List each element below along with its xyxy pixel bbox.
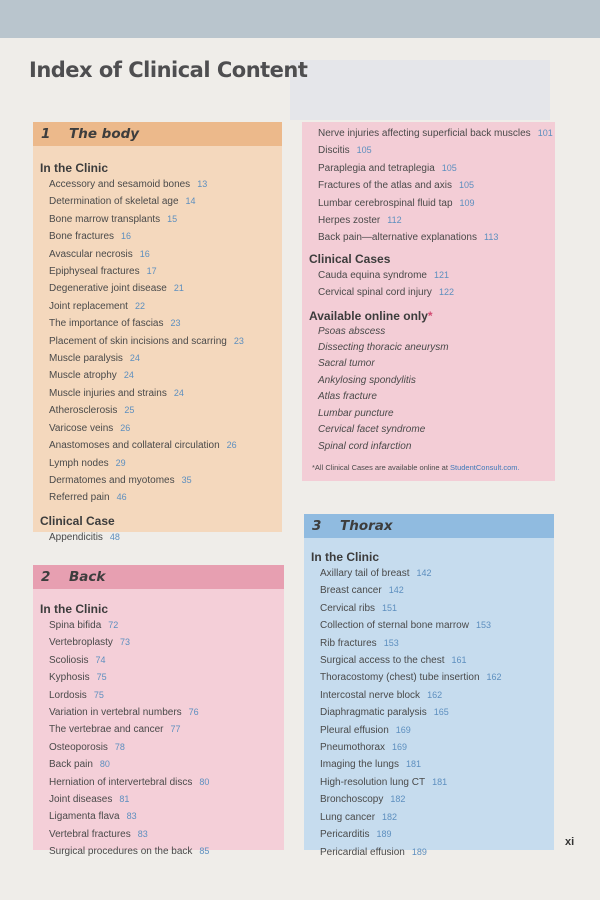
index-entry <box>49 333 282 350</box>
entry-title: Back pain—alternative explanations <box>318 232 477 244</box>
section-title: Thorax <box>340 518 393 534</box>
index-entry <box>320 756 554 773</box>
entry-title: Ligamenta flava <box>49 811 120 823</box>
thorax-item-list <box>304 565 554 861</box>
index-entry <box>318 284 555 301</box>
index-entry <box>318 356 555 372</box>
entry-title: Spinal cord infarction <box>318 440 412 452</box>
page-reference: 24 <box>129 353 140 364</box>
entry-title: Varicose veins <box>49 422 114 434</box>
index-entry <box>318 212 555 229</box>
section-header-thorax <box>304 514 554 538</box>
index-entry <box>49 652 284 669</box>
page-reference: 189 <box>376 829 392 840</box>
index-entry <box>49 669 284 686</box>
entry-title: Cervical ribs <box>320 602 376 614</box>
index-entry <box>320 826 554 843</box>
page-reference: 15 <box>167 213 178 224</box>
page-reference: 17 <box>146 266 157 277</box>
section-header-body <box>33 122 282 146</box>
entry-title: Imaging the lungs <box>320 759 399 771</box>
online-only-label: Available online only <box>309 308 428 323</box>
entry-title: Vertebroplasty <box>49 637 113 649</box>
page-reference: 151 <box>382 602 398 613</box>
index-entry <box>320 722 554 739</box>
page-reference: 182 <box>382 811 398 822</box>
entry-title: Paraplegia and tetraplegia <box>318 162 435 174</box>
page-reference: 112 <box>387 215 402 226</box>
in-clinic-heading: In the Clinic <box>40 602 109 616</box>
index-entry <box>49 843 284 860</box>
index-entry <box>320 635 554 652</box>
index-entry <box>49 193 282 210</box>
index-entry <box>49 455 282 472</box>
index-entry <box>49 315 282 332</box>
page-reference: 26 <box>226 440 237 451</box>
index-entry <box>320 669 554 686</box>
index-entry <box>320 617 554 634</box>
page-reference: 161 <box>451 655 467 666</box>
entry-title: Muscle paralysis <box>49 353 123 365</box>
entry-title: Pericarditis <box>320 829 370 841</box>
page-reference: 24 <box>173 387 184 398</box>
entry-title: Lumbar puncture <box>318 407 394 419</box>
entry-title: Nerve injuries affecting superficial back muscles <box>318 128 531 139</box>
entry-title: Osteoporosis <box>49 741 108 753</box>
page-reference: 24 <box>123 370 134 381</box>
section-header-back <box>33 565 284 589</box>
index-entry <box>320 774 554 791</box>
index-entry <box>49 472 282 489</box>
page-reference: 35 <box>181 474 192 485</box>
page-reference: 121 <box>433 269 449 280</box>
entry-title: Pericardial effusion <box>320 846 405 858</box>
index-entry <box>320 600 554 617</box>
online-only-heading <box>309 308 555 324</box>
page-reference: 169 <box>395 724 411 735</box>
index-entry <box>318 389 555 405</box>
index-entry <box>318 160 555 177</box>
online-only-list <box>302 324 555 455</box>
index-entry <box>320 652 554 669</box>
index-entry <box>318 267 555 284</box>
entry-title: Scoliosis <box>49 654 89 666</box>
entry-title: Kyphosis <box>49 672 90 684</box>
entry-title: Muscle injuries and strains <box>49 387 167 399</box>
body-item-list <box>33 176 282 507</box>
in-clinic-heading: In the Clinic <box>40 161 109 175</box>
page-reference: 16 <box>121 231 132 242</box>
index-entry <box>318 406 555 422</box>
page-reference: 101 <box>537 128 553 138</box>
footnote-text: *All Clinical Cases are available online at <box>312 462 450 472</box>
entry-title: Joint replacement <box>49 300 128 312</box>
entry-title: Anastomoses and collateral circulation <box>49 440 220 452</box>
entry-title: Thoracostomy (chest) tube insertion <box>320 672 480 684</box>
entry-title: Lymph nodes <box>49 457 109 469</box>
index-entry <box>318 373 555 389</box>
page-reference: 80 <box>199 776 210 787</box>
entry-title: Atlas fracture <box>318 391 377 403</box>
entry-title: High-resolution lung CT <box>320 776 426 788</box>
page-reference: 153 <box>383 637 399 648</box>
page-reference: 113 <box>483 232 499 243</box>
index-entry <box>318 422 555 438</box>
index-entry <box>318 324 555 340</box>
page-reference: 162 <box>427 689 443 700</box>
index-entry <box>318 177 555 194</box>
index-entry <box>49 721 284 738</box>
entry-title: Surgical procedures on the back <box>49 846 193 858</box>
page-reference: 83 <box>137 828 148 839</box>
index-entry <box>49 739 284 756</box>
entry-title: Psoas abscess <box>318 325 386 337</box>
index-entry <box>49 176 282 193</box>
entry-title: Breast cancer <box>320 585 382 597</box>
back-item-list <box>33 617 284 861</box>
page-title: Index of Clinical Content <box>29 58 308 82</box>
page-number: xi <box>565 836 575 848</box>
entry-title: Epiphyseal fractures <box>49 266 140 278</box>
entry-title: Lumbar cerebrospinal fluid tap <box>318 197 453 209</box>
page-reference: 105 <box>458 180 474 191</box>
section-back <box>33 565 284 858</box>
index-entry <box>49 704 284 721</box>
page-reference: 169 <box>392 742 408 753</box>
show-through-block <box>290 60 550 120</box>
index-entry <box>318 340 555 356</box>
entry-title: Determination of skeletal age <box>49 196 179 208</box>
index-entry <box>318 229 555 246</box>
index-entry <box>49 826 284 843</box>
footnote <box>312 463 555 472</box>
index-entry <box>49 687 284 704</box>
asterisk: * <box>427 308 433 323</box>
back-case-list <box>302 267 555 302</box>
page-reference: 26 <box>120 422 131 433</box>
back-cont-item-list <box>302 125 555 247</box>
index-entry <box>49 298 282 315</box>
entry-title: Rib fractures <box>320 637 377 649</box>
entry-title: Joint diseases <box>49 794 113 806</box>
page-reference: 78 <box>114 741 125 752</box>
entry-title: Collection of sternal bone marrow <box>320 620 469 632</box>
entry-title: Dissecting thoracic aneurysm <box>318 342 449 354</box>
page-reference: 22 <box>134 300 145 311</box>
entry-title: Cauda equina syndrome <box>318 269 427 281</box>
page-reference: 75 <box>96 672 107 683</box>
entry-title: Cervical spinal cord injury <box>318 287 432 299</box>
entry-title: Bronchoscopy <box>320 794 384 806</box>
body-case-list <box>33 529 282 546</box>
page-reference: 25 <box>124 405 135 416</box>
entry-title: Muscle atrophy <box>49 370 117 382</box>
page-reference: 76 <box>188 707 199 718</box>
page-reference: 72 <box>108 620 119 630</box>
page-reference: 142 <box>416 568 432 578</box>
index-entry <box>49 280 282 297</box>
index-entry <box>318 142 555 159</box>
clinical-cases-heading: Clinical Cases <box>309 251 391 266</box>
page-reference: 75 <box>93 689 104 700</box>
index-entry <box>320 739 554 756</box>
page-reference: 181 <box>432 776 448 787</box>
entry-title: Bone marrow transplants <box>49 213 161 225</box>
top-band <box>0 0 600 38</box>
index-entry <box>49 791 284 808</box>
section-title: Back <box>69 569 106 585</box>
index-entry <box>49 211 282 228</box>
section-body <box>33 122 282 543</box>
page-reference: 23 <box>170 318 181 329</box>
index-entry <box>320 844 554 861</box>
section-number: 2 <box>41 569 51 585</box>
index-entry <box>49 402 282 419</box>
entry-title: Lordosis <box>49 689 87 701</box>
index-entry <box>49 228 282 245</box>
index-entry <box>320 791 554 808</box>
page-reference: 16 <box>139 248 150 259</box>
entry-title: Herniation of intervertebral discs <box>49 776 193 788</box>
section-thorax <box>304 514 554 858</box>
index-entry <box>320 687 554 704</box>
entry-title: Pneumothorax <box>320 742 386 754</box>
section-number: 1 <box>41 126 51 142</box>
entry-title: Ankylosing spondylitis <box>318 374 416 386</box>
entry-title: Accessory and sesamoid bones <box>49 179 191 190</box>
entry-title: Appendicitis <box>49 531 103 543</box>
index-entry <box>318 195 555 212</box>
index-entry <box>49 756 284 773</box>
section-number: 3 <box>312 518 322 534</box>
entry-title: Lung cancer <box>320 811 376 823</box>
index-entry <box>49 263 282 280</box>
entry-title: Bone fractures <box>49 231 115 243</box>
index-entry <box>320 809 554 826</box>
clinical-case-heading: Clinical Case <box>40 513 115 528</box>
in-clinic-heading: In the Clinic <box>311 550 380 564</box>
entry-title: Sacral tumor <box>318 358 375 370</box>
entry-title: Avascular necrosis <box>49 248 133 260</box>
page-reference: 29 <box>115 457 126 468</box>
index-entry <box>49 808 284 825</box>
index-entry <box>320 704 554 721</box>
entry-title: Spina bifida <box>49 620 102 631</box>
entry-title: Referred pain <box>49 492 110 504</box>
index-entry <box>49 367 282 384</box>
index-entry <box>318 439 555 455</box>
entry-title: Variation in vertebral numbers <box>49 707 182 719</box>
entry-title: Degenerative joint disease <box>49 283 167 295</box>
page-reference: 105 <box>356 145 372 156</box>
index-entry <box>318 125 555 142</box>
index-entry <box>49 529 282 546</box>
entry-title: Dermatomes and myotomes <box>49 474 175 486</box>
index-entry <box>49 385 282 402</box>
entry-title: Pleural effusion <box>320 724 389 736</box>
index-entry <box>320 582 554 599</box>
index-entry <box>49 634 284 651</box>
page-reference: 85 <box>199 846 210 857</box>
page-reference: 189 <box>411 846 427 857</box>
page-reference: 21 <box>173 283 184 294</box>
index-entry <box>49 774 284 791</box>
page-reference: 48 <box>109 531 120 542</box>
page-reference: 122 <box>438 287 454 298</box>
entry-title: Discitis <box>318 145 350 157</box>
entry-title: Cervical facet syndrome <box>318 424 426 436</box>
entry-title: Fractures of the atlas and axis <box>318 180 452 192</box>
index-entry <box>49 420 282 437</box>
entry-title: Herpes zoster <box>318 215 381 227</box>
page-reference: 77 <box>170 724 181 735</box>
entry-title: Axillary tail of breast <box>320 568 410 579</box>
page-reference: 105 <box>441 162 457 173</box>
entry-title: Back pain <box>49 759 93 771</box>
studentconsult-link[interactable]: StudentConsult.com. <box>450 462 520 472</box>
page-reference: 165 <box>433 707 449 718</box>
section-title: The body <box>69 126 140 142</box>
page-reference: 74 <box>95 654 106 665</box>
page-reference: 181 <box>405 759 421 770</box>
section-back-continued <box>302 122 555 481</box>
index-entry <box>49 246 282 263</box>
page-reference: 23 <box>233 335 244 346</box>
entry-title: The importance of fascias <box>49 318 164 330</box>
entry-title: Placement of skin incisions and scarring <box>49 335 227 347</box>
page-reference: 162 <box>486 672 502 683</box>
index-entry <box>49 617 284 634</box>
entry-title: Vertebral fractures <box>49 828 131 840</box>
page-reference: 182 <box>390 794 406 805</box>
entry-title: Surgical access to the chest <box>320 655 445 667</box>
index-entry <box>49 489 282 506</box>
entry-title: Intercostal nerve block <box>320 689 421 701</box>
page-reference: 109 <box>459 197 475 208</box>
page-reference: 83 <box>126 811 137 822</box>
page-reference: 81 <box>119 794 130 805</box>
entry-title: Atherosclerosis <box>49 405 118 417</box>
index-entry <box>49 437 282 454</box>
index-entry <box>49 350 282 367</box>
page-reference: 13 <box>197 179 208 189</box>
page-reference: 46 <box>116 492 127 503</box>
page-reference: 142 <box>388 585 404 596</box>
index-entry <box>320 565 554 582</box>
page-reference: 80 <box>99 759 110 770</box>
entry-title: Diaphragmatic paralysis <box>320 707 427 719</box>
page-reference: 14 <box>185 196 196 207</box>
page-reference: 153 <box>475 620 491 631</box>
page-reference: 73 <box>119 637 130 648</box>
entry-title: The vertebrae and cancer <box>49 724 164 736</box>
